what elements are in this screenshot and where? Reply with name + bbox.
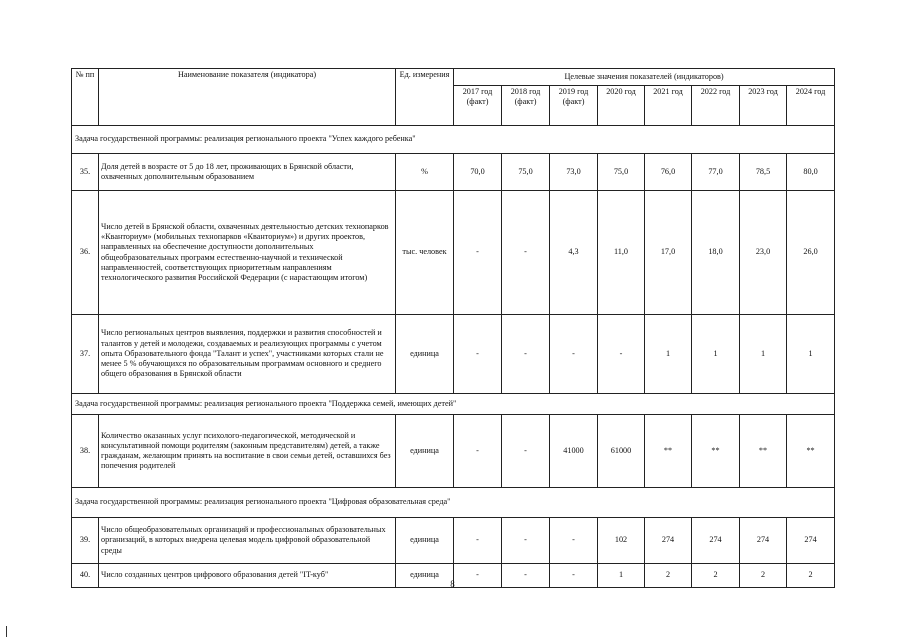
value-cell: -: [502, 564, 550, 588]
header-year: 2022 год: [692, 86, 740, 126]
value-cell: 2: [740, 564, 787, 588]
header-targets: Целевые значения показателей (индикаторов): [454, 69, 835, 86]
indicator-name: Число созданных центров цифрового образования детей "IT-куб": [99, 564, 396, 588]
value-cell: 274: [787, 518, 835, 564]
value-cell: 1: [645, 315, 692, 394]
table-row: [72, 315, 835, 394]
value-cell: -: [502, 518, 550, 564]
row-number: 39.: [72, 518, 99, 564]
indicators-table: [71, 68, 835, 588]
value-cell: 2: [787, 564, 835, 588]
value-cell: 61000: [598, 415, 645, 488]
unit-cell: единица: [396, 415, 454, 488]
value-cell: 80,0: [787, 154, 835, 191]
value-cell: 70,0: [454, 154, 502, 191]
indicator-name: Число детей в Брянской области, охваченных деятельностью детских технопарков «Кванториум» (мобильных технопарков «Кванториум») и других проектов, направленных на обеспечение доступности дополнительных общеобразовательных программ естественно-научной и технической направленностей, соответствующих приоритетным направлениям технологического развития Российской Федерации (с нарастающим итогом): [99, 191, 396, 315]
value-cell: 2: [692, 564, 740, 588]
corner-mark: [6, 626, 7, 637]
value-cell: 18,0: [692, 191, 740, 315]
header-year: 2023 год: [740, 86, 787, 126]
value-cell: 76,0: [645, 154, 692, 191]
value-cell: -: [502, 415, 550, 488]
value-cell: 11,0: [598, 191, 645, 315]
header-year: 2018 год (факт): [502, 86, 550, 126]
row-number: 40.: [72, 564, 99, 588]
value-cell: 17,0: [645, 191, 692, 315]
value-cell: -: [598, 315, 645, 394]
header-year: 2019 год (факт): [550, 86, 598, 126]
row-number: 37.: [72, 315, 99, 394]
value-cell: -: [550, 315, 598, 394]
unit-cell: единица: [396, 518, 454, 564]
indicator-name: Число региональных центров выявления, поддержки и развития способностей и талантов у детей и молодежи, создаваемых и реализующих программы с учетом опыта Образовательного фонда "Талант и успех", участниками которых стали не менее 5 % обучающихся по образовательным программам основного и среднего общего образования в Брянской области: [99, 315, 396, 394]
value-cell: 274: [740, 518, 787, 564]
header-num: № пп: [72, 69, 99, 126]
value-cell: 77,0: [692, 154, 740, 191]
value-cell: 1: [740, 315, 787, 394]
value-cell: -: [550, 564, 598, 588]
table-row: [72, 518, 835, 564]
value-cell: 2: [645, 564, 692, 588]
task-heading: Задача государственной программы: реализация регионального проекта "Цифровая образовательная среда": [72, 488, 835, 518]
header-year: 2024 год: [787, 86, 835, 126]
value-cell: -: [550, 518, 598, 564]
value-cell: 26,0: [787, 191, 835, 315]
unit-cell: единица: [396, 564, 454, 588]
task-heading: Задача государственной программы: реализация регионального проекта "Успех каждого ребенка": [72, 126, 835, 154]
value-cell: -: [454, 191, 502, 315]
value-cell: -: [454, 518, 502, 564]
header-year: 2021 год: [645, 86, 692, 126]
row-number: 35.: [72, 154, 99, 191]
value-cell: **: [740, 415, 787, 488]
value-cell: 102: [598, 518, 645, 564]
value-cell: -: [454, 564, 502, 588]
value-cell: 78,5: [740, 154, 787, 191]
value-cell: -: [502, 191, 550, 315]
value-cell: 274: [692, 518, 740, 564]
value-cell: **: [645, 415, 692, 488]
task-heading: Задача государственной программы: реализация регионального проекта "Поддержка семей, имеющих детей": [72, 394, 835, 415]
value-cell: **: [692, 415, 740, 488]
value-cell: 1: [787, 315, 835, 394]
value-cell: 1: [692, 315, 740, 394]
table-row: [72, 154, 835, 191]
indicator-name: Доля детей в возрасте от 5 до 18 лет, проживающих в Брянской области, охваченных дополнительным образованием: [99, 154, 396, 191]
value-cell: 75,0: [502, 154, 550, 191]
header-unit: Ед. измерения: [396, 69, 454, 126]
header-year: 2017 год (факт): [454, 86, 502, 126]
header-name: Наименование показателя (индикатора): [99, 69, 396, 126]
value-cell: 274: [645, 518, 692, 564]
row-number: 36.: [72, 191, 99, 315]
unit-cell: единица: [396, 315, 454, 394]
value-cell: 41000: [550, 415, 598, 488]
page-number: 8: [450, 579, 455, 589]
value-cell: **: [787, 415, 835, 488]
indicator-name: Число общеобразовательных организаций и профессиональных образовательных организаций, в которых внедрена целевая модель цифровой образовательной среды: [99, 518, 396, 564]
value-cell: 23,0: [740, 191, 787, 315]
unit-cell: %: [396, 154, 454, 191]
value-cell: 4,3: [550, 191, 598, 315]
value-cell: -: [454, 415, 502, 488]
value-cell: 75,0: [598, 154, 645, 191]
unit-cell: тыс. человек: [396, 191, 454, 315]
table-row: [72, 191, 835, 315]
value-cell: 1: [598, 564, 645, 588]
row-number: 38.: [72, 415, 99, 488]
value-cell: -: [454, 315, 502, 394]
indicator-name: Количество оказанных услуг психолого-педагогической, методической и консультативной помощи родителям (законным представителям) детей, а также гражданам, желающим принять на воспитание в свои семьи детей, оставшихся без попечения родителей: [99, 415, 396, 488]
value-cell: -: [502, 315, 550, 394]
value-cell: 73,0: [550, 154, 598, 191]
table-row: [72, 415, 835, 488]
header-year: 2020 год: [598, 86, 645, 126]
